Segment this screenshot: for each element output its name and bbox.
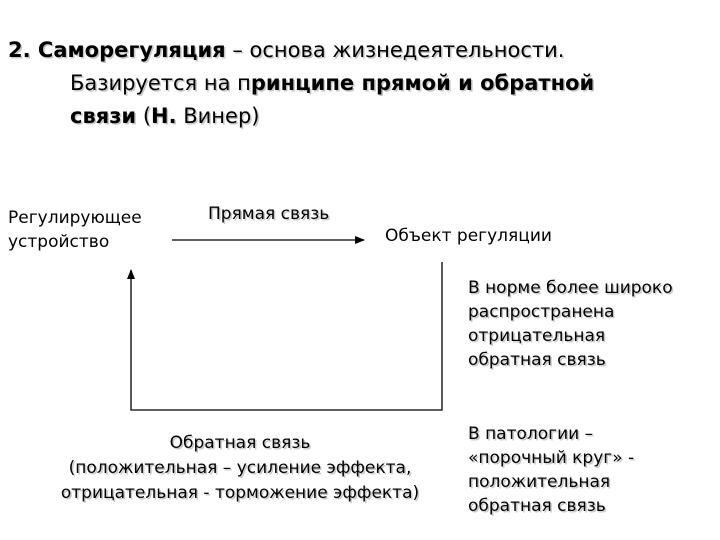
regulator-label-line1: Регулирующее (8, 208, 142, 228)
forward-link-label: Прямая связь (208, 204, 330, 224)
pathology-note-line3: положительная (468, 472, 611, 492)
pathology-note-line2: «порочный круг» - (468, 448, 635, 468)
title-line3-bold1: связи (70, 104, 137, 128)
norm-note-line2: распространена (468, 302, 615, 322)
feedback-link-label (20, 431, 460, 506)
pathology-note-line4: обратная связь (468, 496, 606, 516)
pathology-note-line1: В патологии – (468, 424, 594, 444)
object-label: Объект регуляции (385, 226, 552, 246)
norm-note-line4: обратная связь (468, 350, 606, 370)
feedback-label-line2: (положительная – усиление эффекта, (68, 458, 412, 478)
title-line2-prefix: Базируется на п (70, 71, 251, 95)
regulator-label-line2: устройство (8, 232, 110, 252)
norm-note-line1: В норме более широко (468, 278, 673, 298)
feedback-label-line1: Обратная связь (169, 433, 311, 453)
title-line3-rest: Винер) (176, 104, 260, 128)
title-term: Саморегуляция (37, 38, 226, 62)
title-line3-paren: ( (136, 104, 152, 128)
title-line3-bold2: Н. (151, 104, 177, 128)
norm-note-line3: отрицательная (468, 326, 606, 346)
pathology-note (468, 422, 634, 518)
title-line2-bold: ринципе прямой и обратной (250, 71, 595, 95)
norm-note (468, 276, 673, 372)
title-rest-line1: – основа жизнедеятельности. (225, 38, 565, 62)
feedback-label-line3: отрицательная - торможение эффекта) (60, 483, 420, 503)
title-number: 2. (8, 38, 38, 62)
feedback-arrow (131, 262, 442, 410)
